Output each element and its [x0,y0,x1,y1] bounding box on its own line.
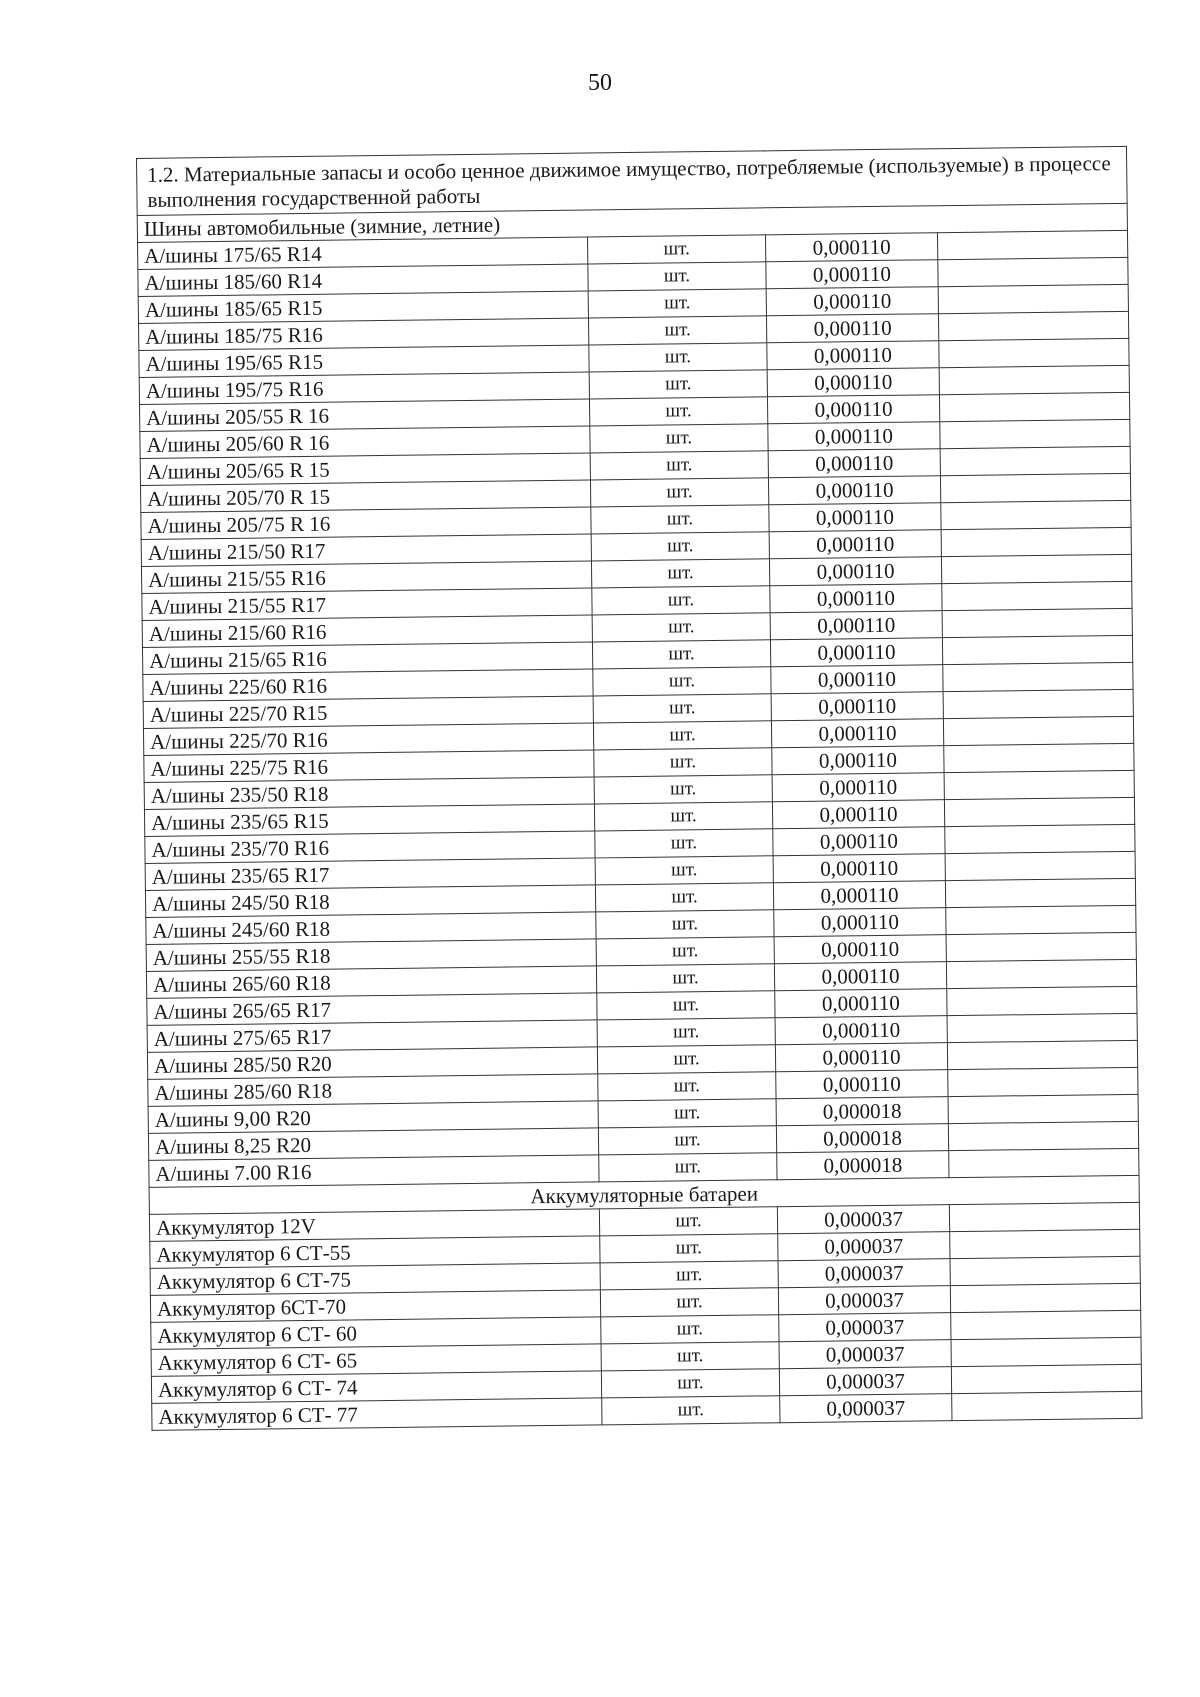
unit-cell: шт. [591,505,769,534]
item-name-cell: А/шины 245/50 R18 [145,885,595,917]
quantity-cell: 0,000110 [767,368,939,397]
quantity-cell: 0,000110 [767,341,939,370]
empty-cell [939,338,1129,367]
empty-cell [942,608,1132,637]
quantity-cell: 0,000110 [768,476,940,505]
item-name-cell: А/шины 215/50 R17 [141,534,591,566]
table-body [137,146,1143,1430]
item-name-cell: А/шины 8,25 R20 [148,1128,598,1160]
item-name-cell: А/шины 185/65 R15 [138,291,588,323]
empty-cell [952,1391,1142,1420]
unit-cell: шт. [590,478,768,507]
unit-cell: шт. [592,586,770,615]
unit-cell: шт. [588,262,766,291]
page-number: 50 [588,70,612,96]
unit-cell: шт. [589,343,767,372]
empty-cell [945,824,1135,853]
empty-cell [947,1013,1137,1042]
unit-cell: шт. [595,883,773,912]
item-name-cell: Аккумулятор 6 СТ- 60 [151,1317,601,1349]
empty-cell [946,932,1136,961]
item-name-cell: А/шины 7.00 R16 [149,1155,599,1187]
item-name-cell: А/шины 265/65 R17 [147,993,597,1025]
quantity-cell: 0,000110 [766,260,938,289]
unit-cell: шт. [600,1288,778,1317]
empty-cell [945,878,1135,907]
empty-cell [951,1364,1141,1393]
quantity-cell: 0,000037 [780,1394,952,1423]
unit-cell: шт. [590,451,768,480]
quantity-cell: 0,000110 [772,800,944,829]
empty-cell [946,959,1136,988]
item-name-cell: А/шины 275/65 R17 [147,1020,597,1052]
unit-cell: шт. [596,910,774,939]
item-name-cell: А/шины 185/60 R14 [138,264,588,296]
unit-cell: шт. [600,1261,778,1290]
unit-cell: шт. [594,802,772,831]
quantity-cell: 0,000110 [773,827,945,856]
quantity-cell: 0,000110 [770,638,942,667]
item-name-cell: А/шины 185/75 R16 [139,318,589,350]
empty-cell [942,635,1132,664]
quantity-cell: 0,000037 [777,1205,949,1234]
unit-cell: шт. [589,397,767,426]
empty-cell [937,230,1127,259]
item-name-cell: Аккумулятор 6 СТ-55 [150,1236,600,1268]
empty-cell [948,1067,1138,1096]
empty-cell [948,1121,1138,1150]
quantity-cell: 0,000110 [767,395,939,424]
unit-cell: шт. [594,748,772,777]
empty-cell [940,446,1130,475]
empty-cell [941,500,1131,529]
quantity-cell: 0,000110 [768,422,940,451]
quantity-cell: 0,000110 [769,503,941,532]
empty-cell [941,554,1131,583]
quantity-cell: 0,000018 [776,1097,948,1126]
item-name-cell: А/шины 205/55 R 16 [140,399,590,431]
quantity-cell: 0,000110 [771,665,943,694]
item-name-cell: Аккумулятор 6 СТ- 65 [151,1344,601,1376]
empty-cell [947,986,1137,1015]
item-name-cell: Аккумулятор 6СТ-70 [150,1290,600,1322]
unit-cell: шт. [602,1396,780,1425]
item-name-cell: А/шины 255/55 R18 [146,939,596,971]
unit-cell: шт. [591,559,769,588]
quantity-cell: 0,000037 [779,1367,951,1396]
empty-cell [951,1337,1141,1366]
quantity-cell: 0,000110 [769,530,941,559]
unit-cell: шт. [596,937,774,966]
item-name-cell: А/шины 235/70 R16 [145,831,595,863]
unit-cell: шт. [598,1072,776,1101]
unit-cell: шт. [601,1315,779,1344]
unit-cell: шт. [599,1207,777,1236]
unit-cell: шт. [598,1126,776,1155]
unit-cell: шт. [590,424,768,453]
quantity-cell: 0,000110 [774,908,946,937]
unit-cell: шт. [593,694,771,723]
empty-cell [938,257,1128,286]
quantity-cell: 0,000110 [773,881,945,910]
item-name-cell: А/шины 225/60 R16 [143,669,593,701]
item-name-cell: А/шины 175/65 R14 [138,237,588,269]
item-name-cell: Аккумулятор 12V [149,1209,599,1241]
empty-cell [949,1202,1139,1231]
unit-cell: шт. [593,721,771,750]
empty-cell [938,311,1128,340]
quantity-cell: 0,000110 [775,989,947,1018]
unit-cell: шт. [591,532,769,561]
quantity-cell: 0,000037 [778,1232,950,1261]
empty-cell [945,851,1135,880]
quantity-cell: 0,000110 [775,1016,947,1045]
unit-cell: шт. [595,856,773,885]
item-name-cell: А/шины 235/65 R15 [144,804,594,836]
unit-cell: шт. [592,640,770,669]
quantity-cell: 0,000110 [770,611,942,640]
quantity-cell: 0,000110 [772,773,944,802]
item-name-cell: А/шины 285/50 R20 [147,1047,597,1079]
section-heading: Шины автомобильные (зимние, летние) [137,203,1127,242]
materials-table [136,146,1143,1431]
quantity-cell: 0,000037 [778,1259,950,1288]
unit-cell: шт. [595,829,773,858]
item-name-cell: А/шины 205/75 R 16 [141,507,591,539]
item-name-cell: А/шины 225/70 R16 [143,723,593,755]
empty-cell [944,770,1134,799]
empty-cell [944,743,1134,772]
unit-cell: шт. [599,1153,777,1182]
item-name-cell: Аккумулятор 6 СТ- 77 [152,1398,602,1430]
table-title: 1.2. Материальные запасы и особо ценное движимое имущество, потребляемые (используемые) в процессе выполнения государственной работы [137,146,1128,215]
empty-cell [944,797,1134,826]
item-name-cell: А/шины 205/70 R 15 [141,480,591,512]
empty-cell [939,365,1129,394]
item-name-cell: А/шины 225/70 R15 [143,696,593,728]
quantity-cell: 0,000110 [774,935,946,964]
empty-cell [940,473,1130,502]
empty-cell [940,419,1130,448]
quantity-cell: 0,000037 [779,1340,951,1369]
empty-cell [947,1040,1137,1069]
quantity-cell: 0,000110 [766,287,938,316]
item-name-cell: А/шины 265/60 R18 [146,966,596,998]
empty-cell [950,1229,1140,1258]
unit-cell: шт. [596,964,774,993]
unit-cell: шт. [597,991,775,1020]
item-name-cell: Аккумулятор 6 СТ-75 [150,1263,600,1295]
item-name-cell: А/шины 235/50 R18 [144,777,594,809]
unit-cell: шт. [598,1099,776,1128]
quantity-cell: 0,000110 [766,314,938,343]
empty-cell [950,1283,1140,1312]
empty-cell [943,716,1133,745]
quantity-cell: 0,000018 [777,1151,949,1180]
empty-cell [951,1310,1141,1339]
item-name-cell: А/шины 215/65 R16 [142,642,592,674]
empty-cell [941,527,1131,556]
quantity-cell: 0,000037 [779,1313,951,1342]
unit-cell: шт. [597,1018,775,1047]
unit-cell: шт. [592,613,770,642]
empty-cell [939,392,1129,421]
unit-cell: шт. [589,370,767,399]
item-name-cell: А/шины 215/55 R17 [142,588,592,620]
quantity-cell: 0,000110 [771,692,943,721]
quantity-cell: 0,000110 [765,233,937,262]
empty-cell [949,1148,1139,1177]
unit-cell: шт. [600,1234,778,1263]
unit-cell: шт. [601,1342,779,1371]
quantity-cell: 0,000110 [775,1043,947,1072]
unit-cell: шт. [594,775,772,804]
item-name-cell: А/шины 285/60 R18 [148,1074,598,1106]
empty-cell [943,689,1133,718]
empty-cell [938,284,1128,313]
quantity-cell: 0,000110 [774,962,946,991]
item-name-cell: А/шины 205/65 R 15 [140,453,590,485]
item-name-cell: А/шины 205/60 R 16 [140,426,590,458]
quantity-cell: 0,000110 [772,746,944,775]
empty-cell [950,1256,1140,1285]
quantity-cell: 0,000110 [769,557,941,586]
quantity-cell: 0,000110 [771,719,943,748]
item-name-cell: А/шины 195/65 R15 [139,345,589,377]
quantity-cell: 0,000110 [768,449,940,478]
unit-cell: шт. [601,1369,779,1398]
empty-cell [943,662,1133,691]
quantity-cell: 0,000110 [770,584,942,613]
quantity-cell: 0,000110 [776,1070,948,1099]
quantity-cell: 0,000037 [778,1286,950,1315]
quantity-cell: 0,000018 [776,1124,948,1153]
section-heading: Аккумуляторные батареи [149,1175,1139,1214]
unit-cell: шт. [597,1045,775,1074]
item-name-cell: А/шины 215/55 R16 [141,561,591,593]
item-name-cell: А/шины 245/60 R18 [146,912,596,944]
item-name-cell: А/шины 225/75 R16 [144,750,594,782]
item-name-cell: Аккумулятор 6 СТ- 74 [151,1371,601,1403]
quantity-cell: 0,000110 [773,854,945,883]
unit-cell: шт. [587,235,765,264]
empty-cell [942,581,1132,610]
item-name-cell: А/шины 9,00 R20 [148,1101,598,1133]
unit-cell: шт. [588,289,766,318]
item-name-cell: А/шины 215/60 R16 [142,615,592,647]
empty-cell [948,1094,1138,1123]
unit-cell: шт. [588,316,766,345]
empty-cell [946,905,1136,934]
unit-cell: шт. [593,667,771,696]
item-name-cell: А/шины 195/75 R16 [139,372,589,404]
item-name-cell: А/шины 235/65 R17 [145,858,595,890]
